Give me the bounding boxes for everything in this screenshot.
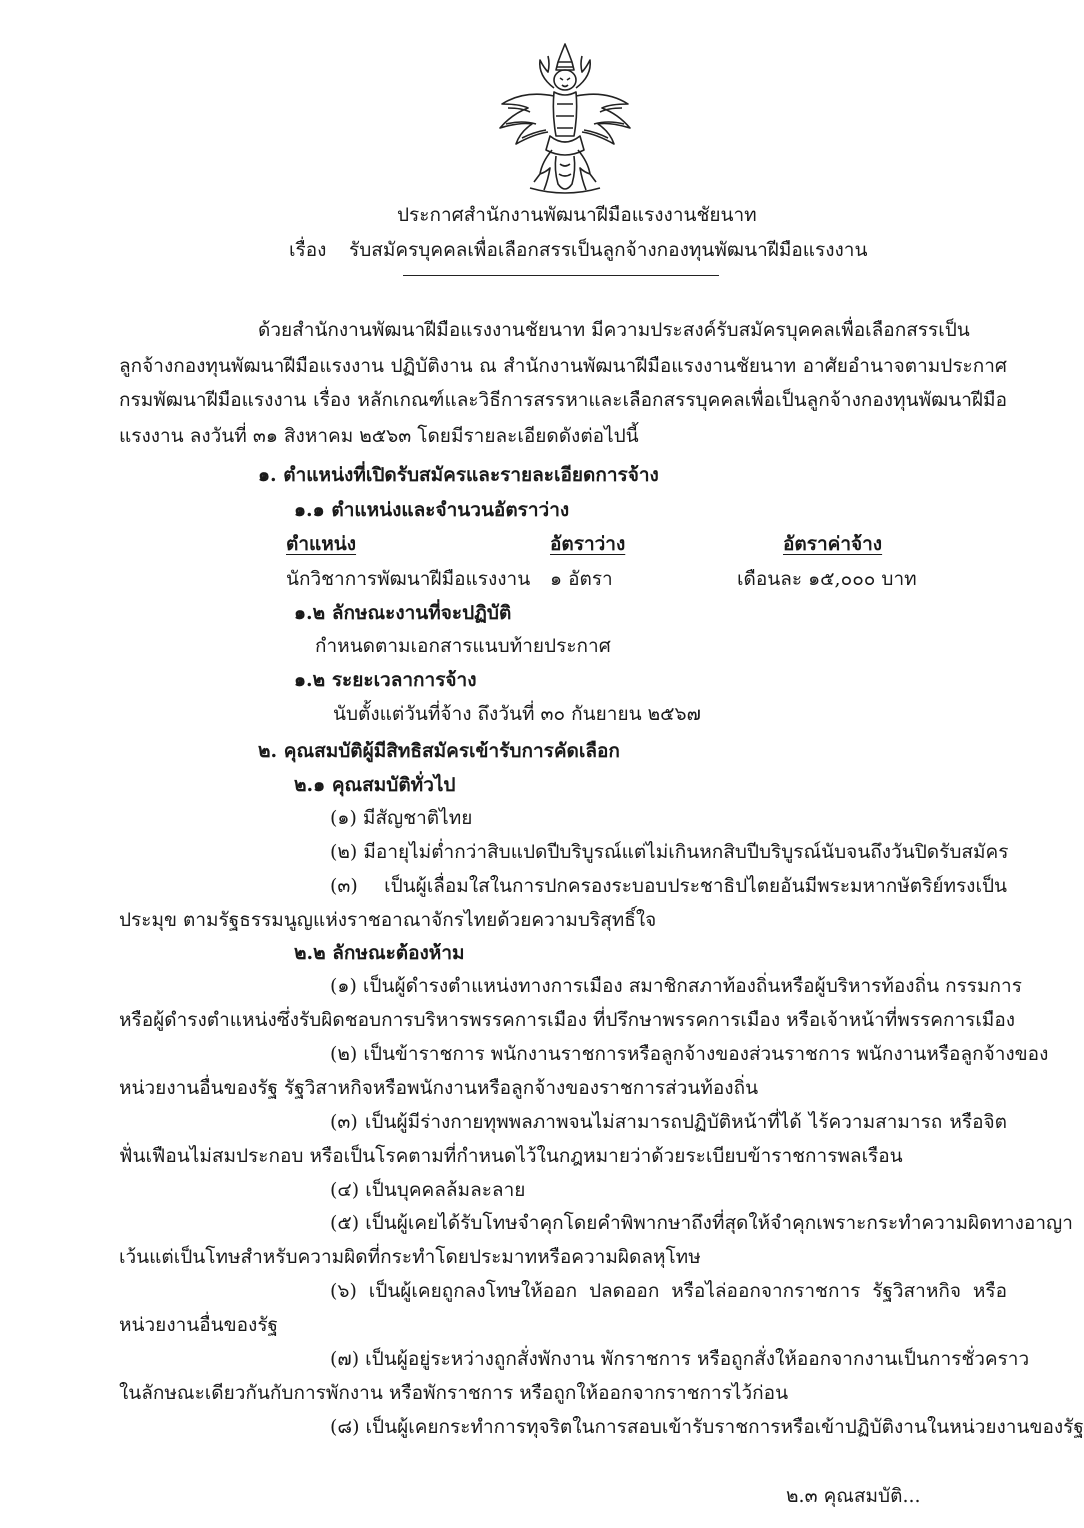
intro-line: ด้วยสำนักงานพัฒนาฝีมือแรงงานชัยนาท มีความประสงค์รับสมัครบุคคลเพื่อเลือกสรรเป็น: [258, 319, 970, 341]
continuation-note: ๒.๓ คุณสมบัติ...: [786, 1485, 921, 1507]
prohibited-item: (๑) เป็นผู้ดำรงตำแหน่งทางการเมือง สมาชิกสภาท้องถิ่นหรือผู้บริหารท้องถิ่น กรรมการ: [330, 975, 1022, 997]
prohibited-item: (๗) เป็นผู้อยู่ระหว่างถูกสั่งพักงาน พักราชการ หรือถูกสั่งให้ออกจากงานเป็นการชั่วคราว: [330, 1348, 1030, 1370]
table-header-vacancy: อัตราว่าง: [550, 533, 626, 555]
prohibited-item: หน่วยงานอื่นของรัฐ รัฐวิสาหกิจหรือพนักงานหรือลูกจ้างของราชการส่วนท้องถิ่น: [119, 1077, 759, 1099]
prohibited-item: (๒) เป็นข้าราชการ พนักงานราชการหรือลูกจ้างของส่วนราชการ พนักงานหรือลูกจ้างของ: [330, 1043, 1049, 1065]
table-header-position: ตำแหน่ง: [286, 533, 357, 555]
prohibited-item: (๔) เป็นบุคคลล้มละลาย: [330, 1179, 526, 1201]
prohibited-item: ฟั่นเฟือนไม่สมประกอบ หรือเป็นโรคตามที่กำหนดไว้ในกฎหมายว่าด้วยระเบียบข้าราชการพลเรือน: [119, 1145, 903, 1167]
prohibited-item: เว้นแต่เป็นโทษสำหรับความผิดที่กระทำโดยประมาทหรือความผิดลหุโทษ: [119, 1246, 701, 1268]
prohibited-item: (๘) เป็นผู้เคยกระทำการทุจริตในการสอบเข้ารับราชการหรือเข้าปฏิบัติงานในหน่วยงานของรัฐ: [330, 1416, 1084, 1438]
section1-2-heading: ๑.๒ ลักษณะงานที่จะปฏิบัติ: [294, 602, 512, 624]
section1-3-heading: ๑.๒ ระยะเวลาการจ้าง: [294, 669, 477, 691]
prohibited-item: (๓) เป็นผู้มีร่างกายทุพพลภาพจนไม่สามารถปฏิบัติหน้าที่ได้ ไร้ความสามารถ หรือจิต: [330, 1111, 1007, 1133]
intro-line: แรงงาน ลงวันที่ ๓๑ สิงหาคม ๒๕๖๓ โดยมีรายละเอียดดังต่อไปนี้: [119, 425, 639, 447]
section1-heading: ๑. ตำแหน่งที่เปิดรับสมัครและรายละเอียดการจ้าง: [258, 464, 659, 486]
prohibited-item: (๕) เป็นผู้เคยได้รับโทษจำคุกโดยคำพิพากษาถึงที่สุดให้จำคุกเพราะกระทำความผิดทางอาญา: [330, 1212, 1073, 1234]
table-cell-vacancy: ๑ อัตรา: [550, 568, 613, 590]
prohibited-item: ในลักษณะเดียวกันกับการพักงาน หรือพักราชการ หรือถูกให้ออกจากราชการไว้ก่อน: [119, 1382, 789, 1404]
announcement-title: ประกาศสำนักงานพัฒนาฝีมือแรงงานชัยนาท: [397, 204, 757, 226]
prohibited-item: (๖) เป็นผู้เคยถูกลงโทษให้ออก ปลดออก หรือไล่ออกจากราชการ รัฐวิสาหกิจ หรือ: [330, 1280, 1007, 1302]
general-qualification-item: (๓) เป็นผู้เลื่อมใสในการปกครองระบอบประชาธิปไตยอันมีพระมหากษัตริย์ทรงเป็น: [330, 875, 1007, 897]
section2-1-heading: ๒.๑ คุณสมบัติทั่วไป: [294, 774, 456, 796]
section2-2-heading: ๒.๒ ลักษณะต้องห้าม: [294, 942, 465, 964]
title-divider: [403, 275, 719, 276]
table-cell-position: นักวิชาการพัฒนาฝีมือแรงงาน: [286, 568, 531, 590]
prohibited-item: หรือผู้ดำรงตำแหน่งซึ่งรับผิดชอบการบริหารพรรคการเมือง ที่ปรึกษาพรรคการเมือง หรือเจ้าหน้าที่พรรคการเมือง: [119, 1009, 1016, 1031]
garuda-emblem-icon: [490, 38, 640, 198]
general-qualification-item: (๒) มีอายุไม่ต่ำกว่าสิบแปดปีบริบูรณ์แต่ไม่เกินหกสิบปีบริบูรณ์นับจนถึงวันปิดรับสมัคร: [330, 841, 1009, 863]
general-qualification-item: (๑) มีสัญชาติไทย: [330, 807, 473, 829]
section1-3-text: นับตั้งแต่วันที่จ้าง ถึงวันที่ ๓๐ กันยายน ๒๕๖๗: [333, 703, 701, 725]
intro-line: ลูกจ้างกองทุนพัฒนาฝีมือแรงงาน ปฏิบัติงาน ณ สำนักงานพัฒนาฝีมือแรงงานชัยนาท อาศัยอำนาจตามประกาศ: [119, 355, 1007, 377]
prohibited-item: หน่วยงานอื่นของรัฐ: [119, 1314, 279, 1336]
table-cell-wage: เดือนละ ๑๕,๐๐๐ บาท: [737, 568, 917, 590]
section1-2-text: กำหนดตามเอกสารแนบท้ายประกาศ: [315, 635, 611, 657]
general-qualification-item: ประมุข ตามรัฐธรรมนูญแห่งราชอาณาจักรไทยด้วยความบริสุทธิ์ใจ: [119, 909, 657, 931]
table-header-wage: อัตราค่าจ้าง: [783, 533, 883, 555]
intro-line: กรมพัฒนาฝีมือแรงงาน เรื่อง หลักเกณฑ์และวิธีการสรรหาและเลือกสรรบุคคลเพื่อเป็นลูกจ้างกองทุนพัฒนาฝีมือ: [119, 389, 1007, 411]
section2-heading: ๒. คุณสมบัติผู้มีสิทธิสมัครเข้ารับการคัดเลือก: [258, 740, 620, 762]
subject-text: รับสมัครบุคคลเพื่อเลือกสรรเป็นลูกจ้างกองทุนพัฒนาฝีมือแรงงาน: [349, 239, 868, 261]
section1-1-heading: ๑.๑ ตำแหน่งและจำนวนอัตราว่าง: [294, 499, 570, 521]
subject-label: เรื่อง: [289, 239, 327, 261]
